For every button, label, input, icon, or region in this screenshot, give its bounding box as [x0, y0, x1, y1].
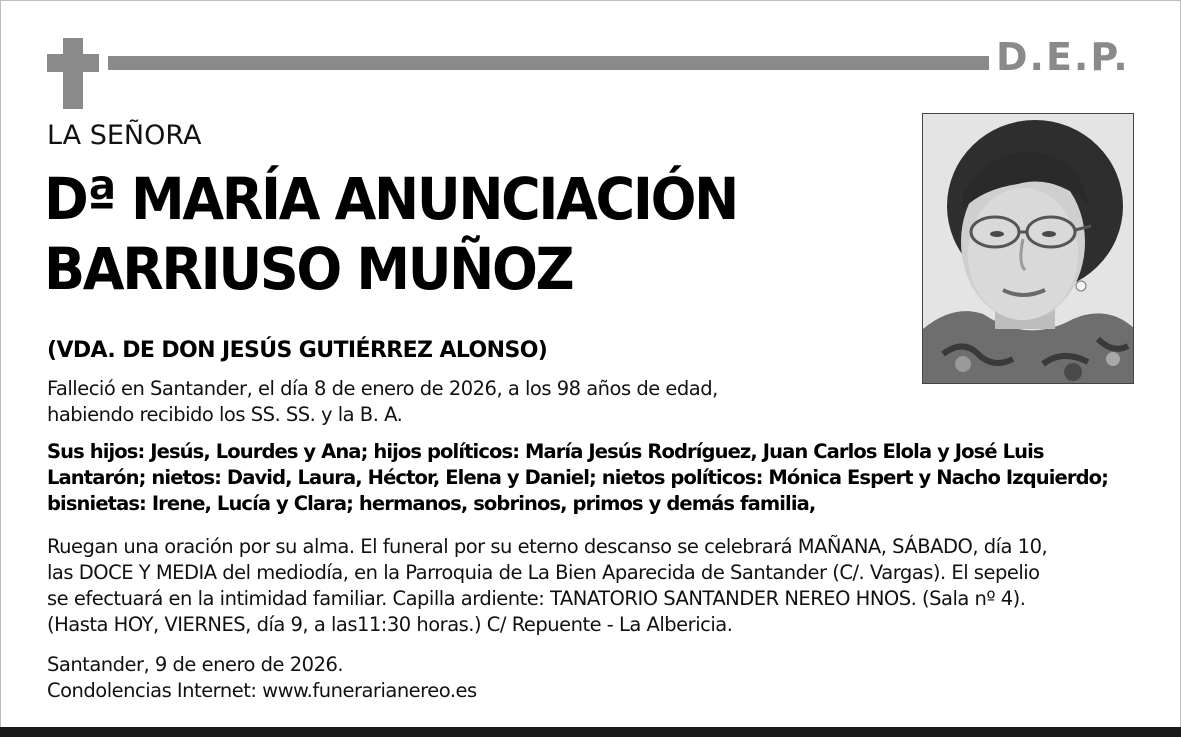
header-rule [108, 56, 989, 70]
service-line-3: se efectuará en la intimidad familiar. Capilla ardiente: TANATORIO SANTANDER NEREO HNOS. (Sala nº 4). [47, 587, 1026, 610]
closing [47, 652, 477, 704]
family-list [47, 439, 1108, 517]
date-place: Santander, 9 de enero de 2026. [47, 653, 344, 676]
death-line-1: Falleció en Santander, el día 8 de enero de 2026, a los 98 años de edad, [47, 377, 718, 400]
dep-mark: D.E.P. [996, 35, 1130, 79]
death-line-2: habiendo recibido los SS. SS. y la B. A. [47, 403, 403, 426]
condolences-link: Condolencias Internet: www.funerarianereo.es [47, 679, 477, 702]
family-line-2: Lantarón; nietos: David, Laura, Héctor, Elena y Daniel; nietos políticos: Mónica Espert y Nacho Izquierdo; [47, 466, 1109, 489]
title-prefix: LA SEÑORA [47, 120, 202, 151]
widow-of: (VDA. DE DON JESÚS GUTIÉRREZ ALONSO) [47, 338, 548, 363]
bottom-border [0, 727, 1181, 737]
service-line-4: (Hasta HOY, VIERNES, día 9, a las11:30 horas.) C/ Repuente - La Albericia. [47, 613, 733, 636]
portrait-photo [922, 113, 1134, 384]
service-details [47, 534, 1047, 638]
name-line-1: Dª MARÍA ANUNCIACIÓN [44, 165, 737, 233]
family-line-1: Sus hijos: Jesús, Lourdes y Ana; hijos políticos: María Jesús Rodríguez, Juan Carlos Elola y José Luis [47, 440, 1044, 463]
name-line-2: BARRIUSO MUÑOZ [44, 235, 573, 303]
cross-icon-horizontal [47, 54, 99, 72]
death-details [47, 376, 718, 428]
portrait-image [923, 114, 1134, 384]
service-line-1: Ruegan una oración por su alma. El funeral por su eterno descanso se celebrará MAÑANA, SÁBADO, día 10, [47, 535, 1048, 558]
deceased-name [44, 164, 844, 304]
service-line-2: las DOCE Y MEDIA del mediodía, en la Parroquia de La Bien Aparecida de Santander (C/. Vargas). El sepelio [47, 561, 1040, 584]
cross-icon-vertical [63, 38, 83, 109]
family-line-3: bisnietas: Irene, Lucía y Clara; hermanos, sobrinos, primos y demás familia, [47, 492, 816, 515]
